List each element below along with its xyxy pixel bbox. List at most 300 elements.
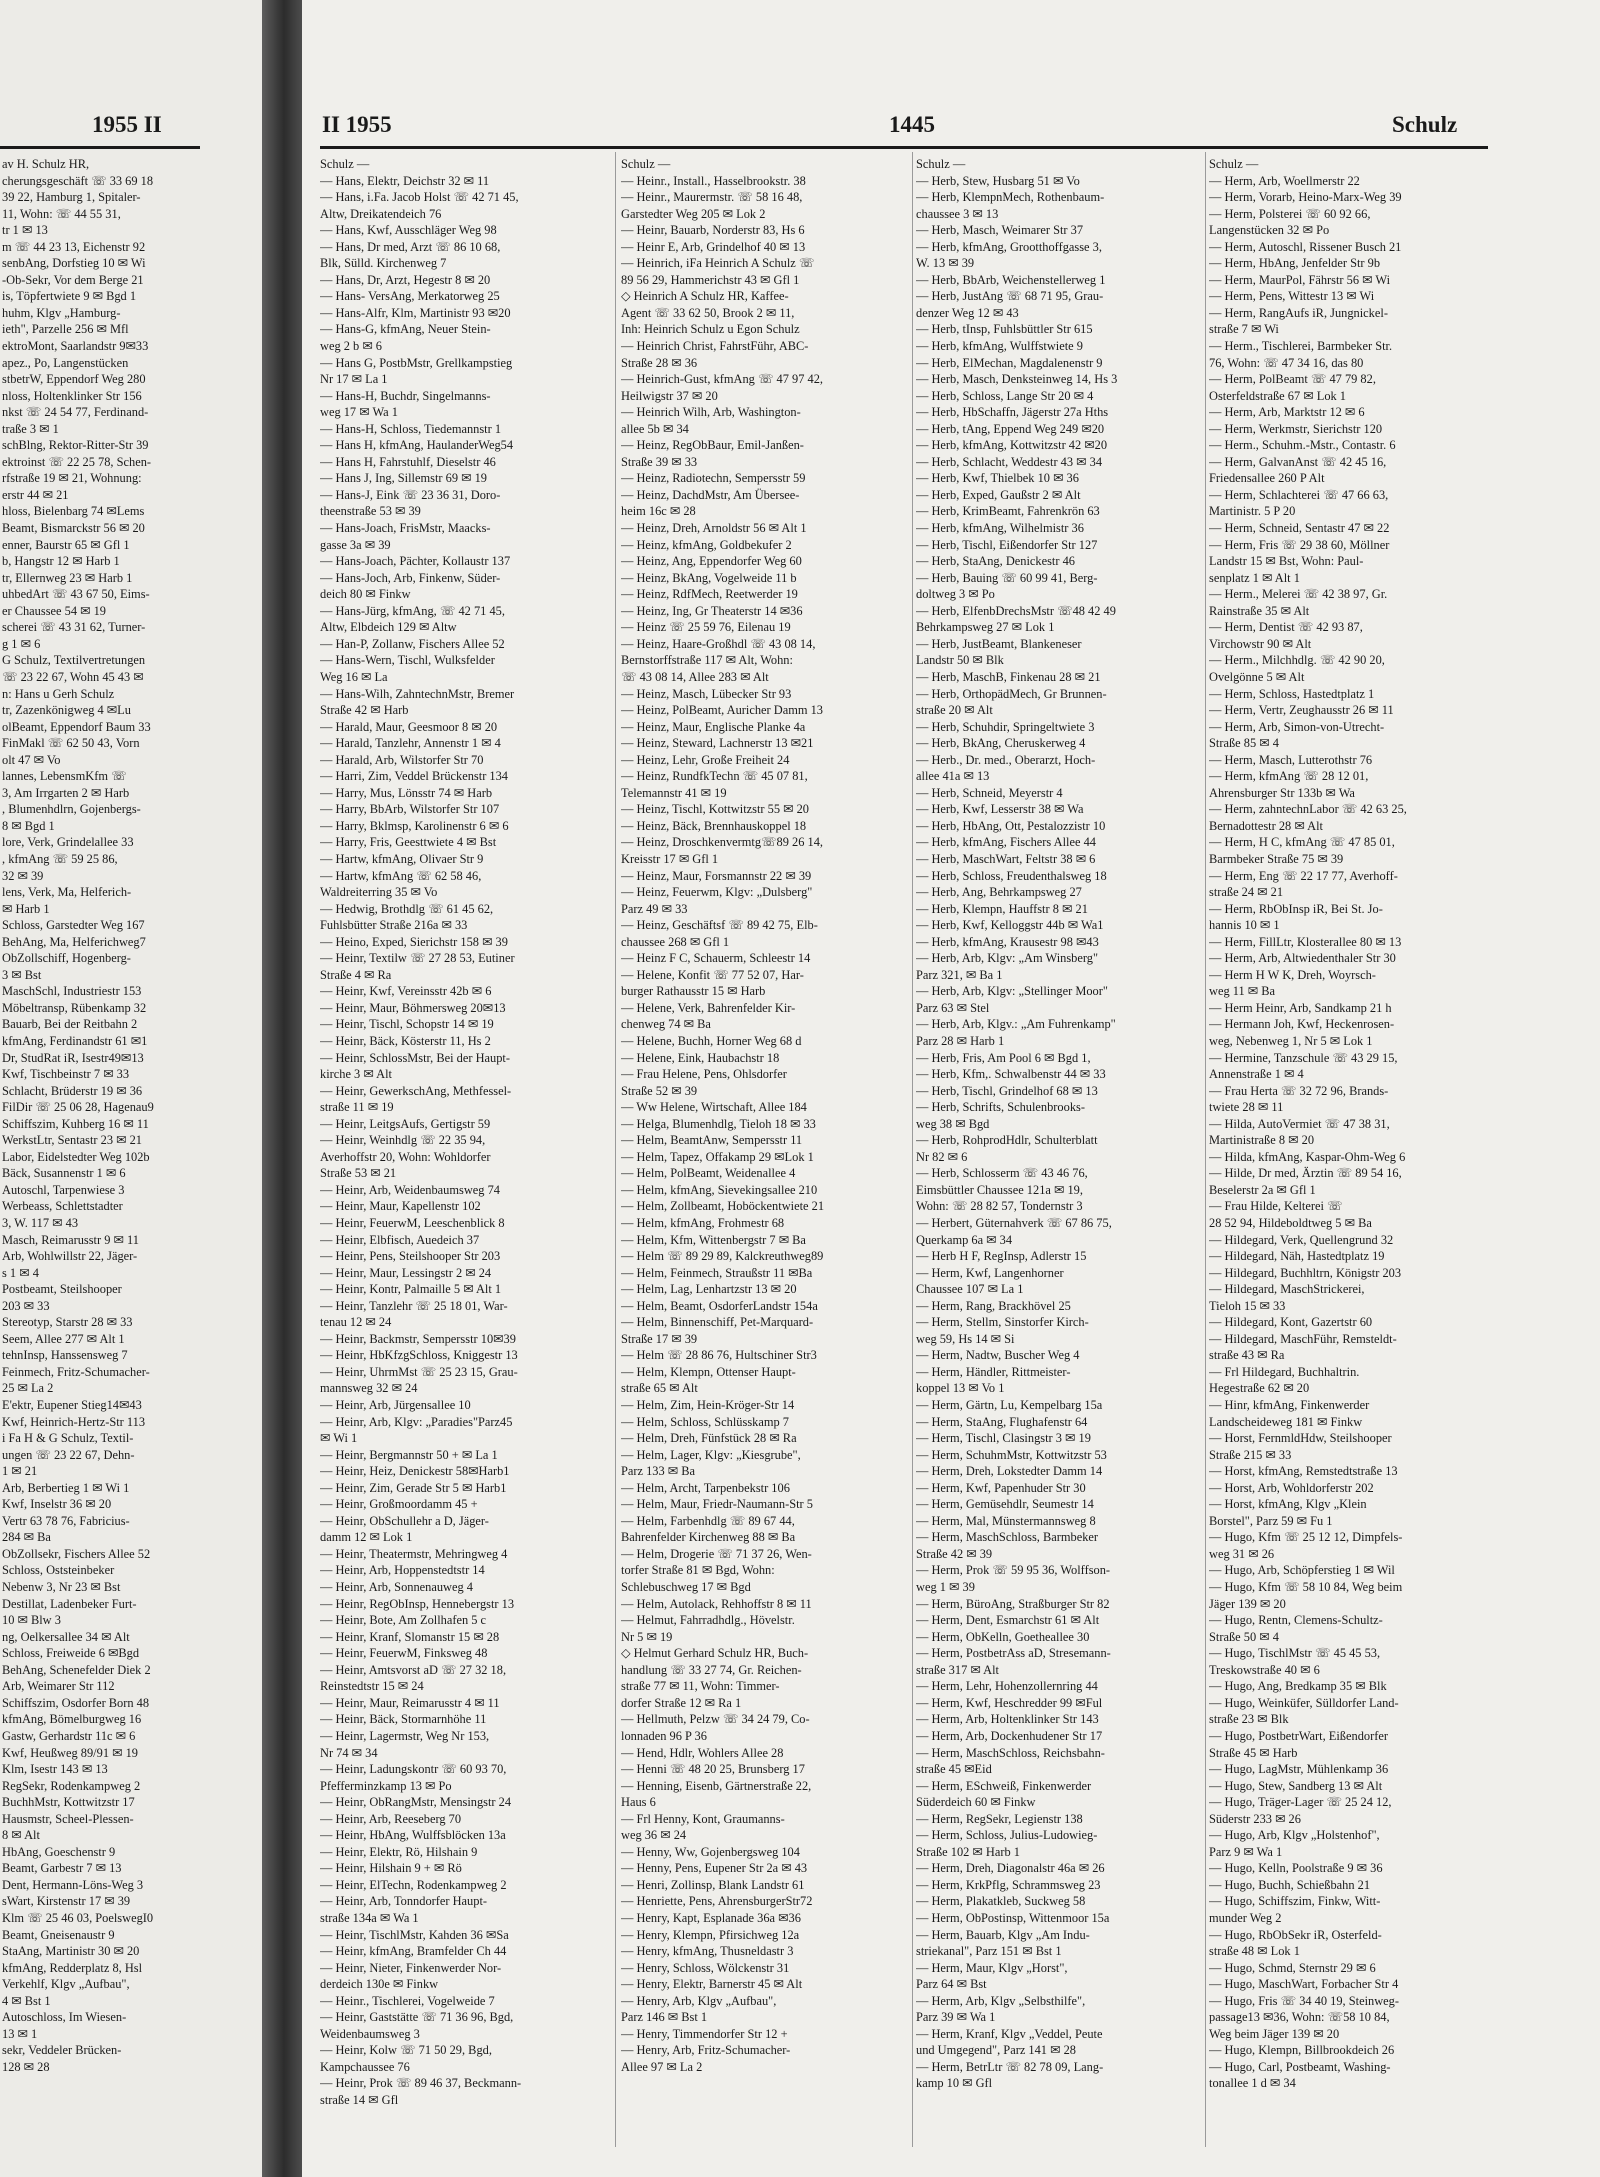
directory-entry: Waldreiterring 35 ✉ Vo bbox=[320, 885, 438, 900]
directory-entry: — Heinz, PolBeamt, Auricher Damm 13 bbox=[621, 703, 823, 718]
directory-entry: Blk, Sülld. Kirchenweg 7 bbox=[320, 256, 447, 271]
directory-entry: kfmAng, Ferdinandstr 61 ✉1 bbox=[2, 1033, 148, 1048]
directory-column-2 bbox=[621, 156, 909, 2075]
directory-entry: — Heinz ☏ 25 59 76, Eilenau 19 bbox=[621, 620, 791, 635]
directory-entry: — Herb, kfmAng, Krausestr 98 ✉43 bbox=[916, 934, 1099, 949]
directory-entry: — Heinr, Weinhdlg ☏ 22 35 94, bbox=[320, 1133, 486, 1148]
directory-entry: — Harry, Fris, Geesttwiete 4 ✉ Bst bbox=[320, 835, 497, 850]
directory-entry: — Hugo, Kfm ☏ 25 12 12, Dimpfels- bbox=[1209, 1530, 1403, 1545]
directory-entry: — Hans, Kwf, Ausschläger Weg 98 bbox=[320, 223, 497, 238]
directory-entry: — Hinr, kfmAng, Finkenwerder bbox=[1209, 1398, 1370, 1413]
directory-entry: — Herm, Tischl, Clasingstr 3 ✉ 19 bbox=[916, 1431, 1091, 1446]
directory-entry: — Heinr, Prok ☏ 89 46 37, Beckmann- bbox=[320, 2076, 522, 2091]
directory-entry: Kwf, Heinrich-Hertz-Str 113 bbox=[2, 1414, 146, 1429]
directory-entry: — Hans-H, Buchdr, Singelmanns- bbox=[320, 388, 491, 403]
directory-entry: Hausmstr, Scheel-Plessen- bbox=[2, 1811, 134, 1826]
directory-entry: huhm, Klgv „Hamburg- bbox=[2, 305, 121, 320]
directory-entry: Parz 39 ✉ Wa 1 bbox=[916, 2010, 996, 2025]
directory-entry: — Herm, Eng ☏ 22 17 77, Averhoff- bbox=[1209, 868, 1398, 883]
left-page-column bbox=[2, 156, 214, 2075]
directory-entry: — Harry, BbArb, Wilstorfer Str 107 bbox=[320, 802, 500, 817]
directory-entry: — Hans-Wilh, ZahntechnMstr, Bremer bbox=[320, 686, 515, 701]
directory-entry: sekr, Veddeler Brücken- bbox=[2, 2043, 122, 2058]
directory-entry: — Heinrich Christ, FahrstFühr, ABC- bbox=[621, 339, 809, 354]
directory-entry: — Helm, kfmAng, Frohmestr 68 bbox=[621, 1216, 785, 1230]
directory-entry: , kfmAng ☏ 59 25 86, bbox=[2, 851, 118, 866]
directory-entry: mannsweg 32 ✉ 24 bbox=[320, 1381, 418, 1396]
directory-entry: — Herb, kfmAng, Fischers Allee 44 bbox=[916, 835, 1096, 850]
directory-entry: — Herm, Kranf, Klgv „Veddel, Peute bbox=[916, 2026, 1103, 2041]
directory-entry: — Herb, Masch, Weimarer Str 37 bbox=[916, 223, 1084, 238]
directory-entry: — Hans-Joach, FrisMstr, Maacks- bbox=[320, 521, 491, 536]
directory-entry: — Herm, Gärtn, Lu, Kempelbarg 15a bbox=[916, 1398, 1103, 1413]
directory-entry: — Hans, Dr, Arzt, Hegestr 8 ✉ 20 bbox=[320, 272, 491, 287]
page-number: 1445 bbox=[889, 112, 935, 137]
directory-entry: — Horst, kfmAng, Klgv „Klein bbox=[1209, 1497, 1367, 1512]
directory-entry: , Blumenhdlrn, Gojenbergs- bbox=[2, 802, 141, 817]
directory-entry: straße 43 ✉ Ra bbox=[1209, 1348, 1285, 1363]
directory-entry: — Herb, Schneid, Meyerstr 4 bbox=[916, 785, 1063, 800]
directory-entry: Labor, Eidelstedter Weg 102b bbox=[2, 1149, 150, 1164]
directory-entry: — Herm, Arb, Klgv „Selbsthilfe", bbox=[916, 1993, 1086, 2008]
directory-entry: Averhoffstr 20, Wohn: Wohldorfer bbox=[320, 1149, 491, 1164]
directory-entry: — Herb, Schuhdir, Springeltwiete 3 bbox=[916, 719, 1095, 734]
directory-entry: — Hugo, Kelln, Poolstraße 9 ✉ 36 bbox=[1209, 1861, 1383, 1876]
directory-entry: ☏ 43 08 14, Allee 283 ✉ Alt bbox=[621, 669, 769, 684]
directory-entry: — Hans G, PostbMstr, Grellkampstieg bbox=[320, 355, 513, 370]
running-head-surname: Schulz bbox=[1392, 112, 1458, 137]
directory-entry: striekanal", Parz 151 ✉ Bst 1 bbox=[916, 1944, 1062, 1959]
directory-entry: — Herb, Exped, Gaußstr 2 ✉ Alt bbox=[916, 487, 1081, 502]
directory-entry: Landstr 50 ✉ Blk bbox=[916, 653, 1004, 668]
directory-entry: — Helm, Dreh, Fünfstück 28 ✉ Ra bbox=[621, 1431, 797, 1446]
directory-entry: — Heinz, RundfkTechn ☏ 45 07 81, bbox=[621, 769, 808, 784]
directory-entry: — Herm, ObKelln, Goetheallee 30 bbox=[916, 1629, 1090, 1644]
directory-entry: — Heinr, kfmAng, Bramfelder Ch 44 bbox=[320, 1944, 507, 1959]
directory-entry: — Hermann Joh, Kwf, Heckenrosen- bbox=[1209, 1017, 1395, 1032]
directory-entry: Masch, Reimarusstr 9 ✉ 11 bbox=[2, 1232, 139, 1247]
directory-entry: Schloss, Garstedter Weg 167 bbox=[2, 918, 145, 933]
directory-entry: — Herm, Arb, Dockenhudener Str 17 bbox=[916, 1728, 1103, 1743]
directory-entry: — Herb, MaschB, Finkenau 28 ✉ 21 bbox=[916, 669, 1101, 684]
directory-entry: — Heinz, Feuerwm, Klgv: „Dulsberg" bbox=[621, 885, 813, 900]
directory-entry: — Frau Helene, Pens, Ohlsdorfer bbox=[621, 1067, 787, 1082]
directory-entry: Borstel", Parz 59 ✉ Fu 1 bbox=[1209, 1513, 1333, 1528]
directory-entry: tr, Ellernweg 23 ✉ Harb 1 bbox=[2, 570, 133, 585]
directory-entry: — Heinz, Haare-Großhdl ☏ 43 08 14, bbox=[621, 636, 816, 651]
directory-entry: — Horst, Arb, Wohldorferstr 202 bbox=[1209, 1480, 1374, 1495]
directory-entry: — Hans-H, Schloss, Tiedemannstr 1 bbox=[320, 421, 502, 436]
directory-entry: 89 56 29, Hammerichstr 43 ✉ Gfl 1 bbox=[621, 272, 800, 287]
directory-entry: — Helm, Lager, Klgv: „Kiesgrube", bbox=[621, 1447, 801, 1462]
directory-entry: — Henri, Zollinsp, Blank Landstr 61 bbox=[621, 1877, 805, 1892]
directory-entry: chaussee 3 ✉ 13 bbox=[916, 206, 999, 221]
directory-entry: — Heinr, Tischl, Schopstr 14 ✉ 19 bbox=[320, 1017, 494, 1032]
directory-entry: ◇ Heinrich A Schulz HR, Kaffee- bbox=[621, 289, 789, 304]
directory-entry: — Hedwig, Brothdlg ☏ 61 45 62, bbox=[320, 901, 494, 916]
directory-entry: 284 ✉ Ba bbox=[2, 1530, 51, 1545]
directory-entry: Schiffszim, Osdorfer Born 48 bbox=[2, 1695, 150, 1710]
directory-entry: — Hans, i.Fa. Jacob Holst ☏ 42 71 45, bbox=[320, 190, 519, 205]
directory-entry: Querkamp 6a ✉ 34 bbox=[916, 1232, 1013, 1247]
directory-entry: Bauarb, Bei der Reitbahn 2 bbox=[2, 1017, 138, 1032]
directory-entry: ✉ Harb 1 bbox=[2, 901, 50, 916]
directory-entry: — Heinrich Wilh, Arb, Washington- bbox=[621, 405, 801, 420]
directory-entry: — Heinr, Maur, Reimarusstr 4 ✉ 11 bbox=[320, 1695, 500, 1710]
directory-entry: Behrkampsweg 27 ✉ Lok 1 bbox=[916, 620, 1055, 635]
directory-entry: — Heinz, Ing, Gr Theaterstr 14 ✉36 bbox=[621, 603, 803, 618]
directory-entry: kfmAng, Bömelburgweg 16 bbox=[2, 1712, 142, 1727]
directory-entry: — Hugo, LagMstr, Mühlenkamp 36 bbox=[1209, 1762, 1389, 1777]
directory-entry: — Herm, Rang, Brackhövel 25 bbox=[916, 1298, 1071, 1313]
directory-entry: — Frl Hildegard, Buchhaltrin. bbox=[1209, 1364, 1360, 1379]
directory-entry: schBlng, Rektor-Ritter-Str 39 bbox=[2, 438, 149, 453]
directory-entry: — Helm, kfmAng, Sievekingsallee 210 bbox=[621, 1182, 818, 1197]
directory-entry: Landscheideweg 181 ✉ Finkw bbox=[1209, 1414, 1363, 1429]
directory-entry: Altw, Dreikatendeich 76 bbox=[320, 206, 442, 221]
directory-entry: FinMakl ☏ 62 50 43, Vorn bbox=[2, 736, 140, 751]
directory-entry: — Helm, Feinmech, Straußstr 11 ✉Ba bbox=[621, 1265, 813, 1280]
directory-entry: Nr 82 ✉ 6 bbox=[916, 1149, 968, 1164]
directory-entry: Schiffszim, Kuhberg 16 ✉ 11 bbox=[2, 1116, 149, 1131]
directory-entry: erstr 44 ✉ 21 bbox=[2, 487, 69, 502]
directory-entry: 32 ✉ 39 bbox=[2, 868, 44, 883]
directory-entry: Autoschloss, Im Wiesen- bbox=[2, 2010, 127, 2025]
directory-entry: — Hans-Joach, Pächter, Kollaustr 137 bbox=[320, 554, 511, 569]
directory-column-3 bbox=[916, 156, 1202, 2092]
directory-entry: — Heinr E, Arb, Grindelhof 40 ✉ 13 bbox=[621, 239, 806, 254]
directory-entry: RegSekr, Rodenkampweg 2 bbox=[2, 1778, 141, 1793]
directory-entry: — Hans H, Fahrstuhlf, Dieselstr 46 bbox=[320, 454, 496, 469]
directory-entry: — Herb, Arb, Klgv: „Stellinger Moor" bbox=[916, 984, 1108, 999]
directory-entry: — Helm, Lag, Lenhartzstr 13 ✉ 20 bbox=[621, 1282, 797, 1297]
directory-entry: hloss, Bielenbarg 74 ✉Lems bbox=[2, 504, 145, 519]
directory-entry: — Hans, Dr med, Arzt ☏ 86 10 68, bbox=[320, 239, 501, 254]
directory-entry: n: Hans u Gerh Schulz bbox=[2, 686, 115, 701]
directory-entry: — Herm, H C, kfmAng ☏ 47 85 01, bbox=[1209, 835, 1395, 850]
directory-entry: — Herm, kfmAng ☏ 28 12 01, bbox=[1209, 769, 1369, 784]
directory-entry: — Herm, Werkmstr, Sierichstr 120 bbox=[1209, 421, 1383, 436]
directory-entry: — Hans J, Ing, Sillemstr 69 ✉ 19 bbox=[320, 471, 487, 486]
directory-entry: — Heinr, Tanzlehr ☏ 25 18 01, War- bbox=[320, 1298, 508, 1313]
directory-entry: G Schulz, Textilvertretungen bbox=[2, 653, 146, 668]
directory-entry: apez., Po, Langenstücken bbox=[2, 355, 129, 370]
directory-entry: — Helm, Tapez, Offakamp 29 ✉Lok 1 bbox=[621, 1149, 814, 1164]
directory-entry: Weidenbaumsweg 3 bbox=[320, 2026, 420, 2041]
directory-entry: — Herm, Maur, Klgv „Horst", bbox=[916, 1960, 1068, 1975]
directory-entry: — Herb, Kwf, Thielbek 10 ✉ 36 bbox=[916, 471, 1079, 486]
directory-entry: — Herm, Bauarb, Klgv „Am Indu- bbox=[916, 1927, 1090, 1942]
directory-entry: — Herm, MaschSchloss, Reichsbahn- bbox=[916, 1745, 1105, 1760]
directory-entry: — Herm, Pens, Wittestr 13 ✉ Wi bbox=[1209, 289, 1375, 304]
directory-entry: weg, Nebenweg 1, Nr 5 ✉ Lok 1 bbox=[1209, 1033, 1373, 1048]
directory-entry: — Henry, Timmendorfer Str 12 + bbox=[621, 2026, 788, 2041]
directory-entry: — Herb, Schrifts, Schulenbrooks- bbox=[916, 1100, 1085, 1115]
directory-entry: — Herb, Ang, Behrkampsweg 27 bbox=[916, 885, 1082, 900]
directory-entry: Straße 102 ✉ Harb 1 bbox=[916, 1844, 1020, 1859]
directory-entry: — Heinr, ObRangMstr, Mensingstr 24 bbox=[320, 1795, 512, 1810]
directory-entry: — Heinr, Maur, Böhmersweg 20✉13 bbox=[320, 1000, 506, 1015]
directory-entry: er Chaussee 54 ✉ 19 bbox=[2, 603, 106, 618]
directory-entry: — Herb, Kwf, Kelloggstr 44b ✉ Wa1 bbox=[916, 918, 1104, 933]
directory-entry: — Herm, GalvanAnst ☏ 42 45 16, bbox=[1209, 454, 1387, 469]
right-header-rule bbox=[320, 146, 1488, 149]
directory-entry: — Herm, MaurPol, Fährstr 56 ✉ Wi bbox=[1209, 272, 1391, 287]
directory-entry: — Hildegard, MaschFühr, Remsteldt- bbox=[1209, 1331, 1397, 1346]
directory-entry: kirche 3 ✉ Alt bbox=[320, 1067, 392, 1082]
directory-entry: — Hugo, RbObSekr iR, Osterfeld- bbox=[1209, 1927, 1382, 1942]
directory-entry: heim 16c ✉ 28 bbox=[621, 504, 696, 519]
directory-entry: — Herm., Schuhm.-Mstr., Contastr. 6 bbox=[1209, 438, 1396, 453]
directory-entry: — Heinr., Install., Hasselbrookstr. 38 bbox=[621, 173, 806, 188]
directory-entry: Postbeamt, Steilshooper bbox=[2, 1282, 122, 1297]
directory-entry: — Herm, Arb, Simon-von-Utrecht- bbox=[1209, 719, 1385, 734]
directory-entry: — Herm, Polsterei ☏ 60 92 66, bbox=[1209, 206, 1371, 221]
directory-entry: — Henni ☏ 48 20 25, Brunsberg 17 bbox=[621, 1762, 805, 1777]
directory-entry: — Hildegard, MaschStrickerei, bbox=[1209, 1282, 1365, 1297]
directory-entry: Virchowstr 90 ✉ Alt bbox=[1209, 636, 1312, 651]
directory-entry: — Hellmuth, Pelzw ☏ 34 24 79, Co- bbox=[621, 1712, 810, 1727]
directory-entry: 11, Wohn: ☏ 44 55 31, bbox=[2, 206, 121, 221]
directory-entry: — Horst, kfmAng, Remstedtstraße 13 bbox=[1209, 1464, 1398, 1479]
directory-entry: Verkehlf, Klgv „Aufbau", bbox=[2, 1977, 130, 1992]
directory-entry: Kwf, Tischbeinstr 7 ✉ 33 bbox=[2, 1067, 130, 1082]
directory-entry: — Herm, Vorarb, Heino-Marx-Weg 39 bbox=[1209, 190, 1402, 205]
directory-entry: — Hugo, Schmd, Sternstr 29 ✉ 6 bbox=[1209, 1960, 1376, 1975]
directory-entry: lannes, LebensmKfm ☏ bbox=[2, 769, 127, 784]
directory-entry: straße 14 ✉ Gfl bbox=[320, 2092, 399, 2107]
directory-entry: — Herb, JustBeamt, Blankeneser bbox=[916, 636, 1082, 651]
directory-entry: — Helm ☏ 28 86 76, Hultschiner Str3 bbox=[621, 1348, 817, 1363]
directory-entry: Süderstr 233 ✉ 26 bbox=[1209, 1811, 1301, 1826]
directory-entry: — Hans- VersAng, Merkatorweg 25 bbox=[320, 289, 500, 304]
directory-entry: — Hans-Wern, Tischl, Wulksfelder bbox=[320, 653, 495, 668]
directory-entry: 13 ✉ 1 bbox=[2, 2026, 38, 2041]
directory-entry: — Han-P, Zollanw, Fischers Allee 52 bbox=[320, 636, 505, 651]
directory-entry: — Herb, JustAng ☏ 68 71 95, Grau- bbox=[916, 289, 1104, 304]
directory-entry: — Heinr, Ladungskontr ☏ 60 93 70, bbox=[320, 1762, 507, 1777]
directory-entry: — Herb, ElMechan, Magdalenenstr 9 bbox=[916, 355, 1103, 370]
directory-entry: — Herb, StaAng, Denickestr 46 bbox=[916, 554, 1075, 569]
directory-entry: — Henny, Pens, Eupener Str 2a ✉ 43 bbox=[621, 1861, 808, 1876]
directory-entry: — Heinr, Elbfisch, Auedeich 37 bbox=[320, 1232, 480, 1247]
directory-entry: i Fa H & G Schulz, Textil- bbox=[2, 1431, 134, 1446]
directory-entry: — Heinr, Arb, Reeseberg 70 bbox=[320, 1811, 462, 1826]
directory-entry: — Hugo, Rentn, Clemens-Schultz- bbox=[1209, 1613, 1383, 1628]
directory-entry: hannis 10 ✉ 1 bbox=[1209, 918, 1280, 933]
directory-entry: — Helm, Klempn, Ottenser Haupt- bbox=[621, 1364, 796, 1379]
directory-entry: — Heinr, LeitgsAufs, Gertigstr 59 bbox=[320, 1116, 491, 1131]
directory-entry: — Herb, Masch, Denksteinweg 14, Hs 3 bbox=[916, 372, 1118, 387]
directory-entry: Kampchaussee 76 bbox=[320, 2059, 410, 2074]
directory-entry: — Herm, Dreh, Diagonalstr 46a ✉ 26 bbox=[916, 1861, 1105, 1876]
directory-entry: und Umgegend", Parz 141 ✉ 28 bbox=[916, 2043, 1076, 2058]
directory-entry: — Herb, OrthopädMech, Gr Brunnen- bbox=[916, 686, 1107, 701]
directory-entry: — Heinr, Bäck, Stormarnhöhe 11 bbox=[320, 1712, 487, 1727]
directory-entry: — Helm ☏ 89 29 89, Kalckreuthweg89 bbox=[621, 1249, 824, 1264]
right-page bbox=[302, 0, 1600, 2177]
directory-entry: — Heinr, Maur, Lessingstr 2 ✉ 24 bbox=[320, 1265, 492, 1280]
directory-entry: Klm ☏ 25 46 03, PoelswegI0 bbox=[2, 1910, 154, 1925]
directory-entry: Autoschl, Tarpenwiese 3 bbox=[2, 1182, 125, 1197]
directory-entry: — Herbert, Güternahverk ☏ 67 86 75, bbox=[916, 1216, 1112, 1230]
directory-entry: Haus 6 bbox=[621, 1795, 656, 1810]
directory-entry: — Harald, Arb, Wilstorfer Str 70 bbox=[320, 752, 484, 767]
directory-entry: ungen ☏ 23 22 67, Dehn- bbox=[2, 1447, 135, 1462]
directory-entry: weg 31 ✉ 26 bbox=[1209, 1546, 1275, 1561]
directory-entry: Barmbeker Straße 75 ✉ 39 bbox=[1209, 851, 1344, 866]
directory-entry: — Helene, Buchh, Horner Weg 68 d bbox=[621, 1033, 802, 1048]
directory-entry: — Henry, Arb, Klgv „Aufbau", bbox=[621, 1993, 777, 2008]
directory-entry: straße 65 ✉ Alt bbox=[621, 1381, 698, 1396]
directory-entry: — Herm, Dentist ☏ 42 93 87, bbox=[1209, 620, 1363, 635]
directory-entry: Schulz — bbox=[320, 157, 370, 171]
directory-entry: Rainstraße 35 ✉ Alt bbox=[1209, 603, 1310, 618]
directory-entry: ObZollschiff, Hogenberg- bbox=[2, 951, 131, 966]
directory-entry: uhbedArt ☏ 43 67 50, Eims- bbox=[2, 587, 150, 602]
directory-entry: Martinistr. 5 P 20 bbox=[1209, 504, 1296, 519]
directory-entry: 1 ✉ 21 bbox=[2, 1464, 38, 1479]
directory-entry: — Herm, Arb, Holtenklinker Str 143 bbox=[916, 1712, 1099, 1727]
directory-entry: — Herm., Milchhdlg. ☏ 42 90 20, bbox=[1209, 653, 1385, 668]
column-divider bbox=[1205, 152, 1206, 2147]
right-page-header-left: II 1955 bbox=[322, 112, 392, 137]
directory-entry: 3, W. 117 ✉ 43 bbox=[2, 1216, 79, 1230]
directory-entry: — Hugo, Buchh, Schießbahn 21 bbox=[1209, 1877, 1371, 1892]
directory-entry: Treskowstraße 40 ✉ 6 bbox=[1209, 1662, 1320, 1677]
directory-entry: Parz 63 ✉ Stel bbox=[916, 1000, 990, 1015]
directory-entry: StaAng, Martinistr 30 ✉ 20 bbox=[2, 1944, 140, 1959]
directory-entry: senplatz 1 ✉ Alt 1 bbox=[1209, 570, 1300, 585]
directory-entry: — Heinz, DachdMstr, Am Übersee- bbox=[621, 487, 800, 502]
directory-entry: Telemannstr 41 ✉ 19 bbox=[621, 785, 727, 800]
directory-entry: Parz 49 ✉ 33 bbox=[621, 901, 688, 916]
directory-entry: damm 12 ✉ Lok 1 bbox=[320, 1530, 413, 1545]
directory-entry: — Heinz, Tischl, Kottwitzstr 55 ✉ 20 bbox=[621, 802, 809, 817]
directory-entry: — Heinr, Kranf, Slomanstr 15 ✉ 28 bbox=[320, 1629, 500, 1644]
directory-entry: — Henry, Elektr, Barnerstr 45 ✉ Alt bbox=[621, 1977, 803, 1992]
directory-entry: — Herm, Arb, Woellmerstr 22 bbox=[1209, 173, 1360, 188]
directory-entry: HbAng, Goeschenstr 9 bbox=[2, 1844, 116, 1859]
directory-entry: Inh: Heinrich Schulz u Egon Schulz bbox=[621, 322, 800, 337]
directory-entry: — Heinr, Hilshain 9 + ✉ Rö bbox=[320, 1861, 462, 1876]
directory-entry: Pfefferminzkamp 13 ✉ Po bbox=[320, 1778, 452, 1793]
directory-entry: Schloss, Oststeinbeker bbox=[2, 1563, 115, 1578]
directory-entry: — Heinr, Kontr, Palmaille 5 ✉ Alt 1 bbox=[320, 1282, 502, 1297]
directory-entry: ☏ 23 22 67, Wohn 45 43 ✉ bbox=[2, 669, 144, 684]
directory-entry: — Herm, ESchweiß, Finkenwerder bbox=[916, 1778, 1092, 1793]
directory-entry: — Heinz, Maur, Forsmannstr 22 ✉ 39 bbox=[621, 868, 812, 883]
directory-entry: — Heinz, kfmAng, Goldbekufer 2 bbox=[621, 537, 792, 552]
directory-entry: Agent ☏ 33 62 50, Brook 2 ✉ 11, bbox=[621, 305, 795, 320]
directory-entry: ObZollsekr, Fischers Allee 52 bbox=[2, 1546, 151, 1561]
directory-entry: — Heinz, Maur, Englische Planke 4a bbox=[621, 719, 806, 734]
directory-entry: Beamt, Bismarckstr 56 ✉ 20 bbox=[2, 521, 145, 536]
directory-entry: — Heinr, FeuerwM, Finksweg 48 bbox=[320, 1646, 488, 1661]
directory-entry: — Heinz, Dreh, Arnoldstr 56 ✉ Alt 1 bbox=[621, 521, 807, 536]
directory-entry: — Heinz, BkAng, Vogelweide 11 b bbox=[621, 570, 797, 585]
directory-entry: — Hans, Elektr, Deichstr 32 ✉ 11 bbox=[320, 173, 490, 188]
directory-entry: — Heinr, Amtsvorst aD ☏ 27 32 18, bbox=[320, 1662, 507, 1677]
directory-entry: ieth", Parzelle 256 ✉ Mfl bbox=[2, 322, 129, 337]
directory-entry: Schulz — bbox=[1209, 157, 1259, 171]
directory-entry: Schlacht, Brüderstr 19 ✉ 36 bbox=[2, 1083, 143, 1098]
directory-entry: Reinstedtstr 15 ✉ 24 bbox=[320, 1679, 424, 1694]
directory-entry: — Frau Hilde, Kelterei ☏ bbox=[1209, 1199, 1343, 1214]
directory-entry: — Heinr, Großmoordamm 45 + bbox=[320, 1497, 478, 1512]
directory-entry: straße 23 ✉ Blk bbox=[1209, 1712, 1289, 1727]
directory-entry: — Herm, Plakatkleb, Suckweg 58 bbox=[916, 1894, 1086, 1909]
directory-entry: — Herb, Fris, Am Pool 6 ✉ Bgd 1, bbox=[916, 1050, 1091, 1065]
directory-entry: — Herb, BbArb, Weichenstellerweg 1 bbox=[916, 272, 1106, 287]
directory-entry: — Frau Herta ☏ 32 72 96, Brands- bbox=[1209, 1083, 1389, 1098]
directory-entry: Beamt, Gneisenaustr 9 bbox=[2, 1927, 115, 1942]
directory-entry: — Herm, Schneid, Sentastr 47 ✉ 22 bbox=[1209, 521, 1390, 536]
directory-entry: traße 3 ✉ 1 bbox=[2, 421, 59, 436]
directory-entry: — Herb, Arb, Klgv: „Am Winsberg" bbox=[916, 951, 1099, 966]
directory-entry: twiete 28 ✉ 11 bbox=[1209, 1100, 1284, 1115]
directory-entry: — Heinr, Lagermstr, Weg Nr 153, bbox=[320, 1728, 490, 1743]
directory-entry: Parz 9 ✉ Wa 1 bbox=[1209, 1844, 1283, 1859]
directory-entry: BehAng, Ma, Helferichweg7 bbox=[2, 934, 146, 949]
directory-entry: — Herm, zahntechnLabor ☏ 42 63 25, bbox=[1209, 802, 1407, 817]
directory-entry: Straße 50 ✉ 4 bbox=[1209, 1629, 1279, 1644]
directory-entry: Straße 42 ✉ 39 bbox=[916, 1546, 993, 1561]
directory-entry: Seem, Allee 277 ✉ Alt 1 bbox=[2, 1331, 125, 1346]
directory-entry: — Herb, Tischl, Grindelhof 68 ✉ 13 bbox=[916, 1083, 1098, 1098]
directory-entry: — Henry, Klempn, Pfirsichweg 12a bbox=[621, 1927, 800, 1942]
directory-entry: — Heinz, RdfMech, Reetwerder 19 bbox=[621, 587, 798, 602]
directory-entry: — Herm, BüroAng, Straßburger Str 82 bbox=[916, 1596, 1110, 1611]
directory-entry: — Heinr, FeuerwM, Leeschenblick 8 bbox=[320, 1216, 505, 1230]
directory-entry: — Frl Henny, Kont, Graumanns- bbox=[621, 1811, 785, 1826]
directory-entry: Schlebuschweg 17 ✉ Bgd bbox=[621, 1580, 751, 1595]
directory-entry: 25 ✉ La 2 bbox=[2, 1381, 54, 1396]
directory-entry: — Helm, PolBeamt, Weidenallee 4 bbox=[621, 1166, 796, 1181]
directory-entry: av H. Schulz HR, bbox=[2, 157, 90, 171]
directory-entry: 28 52 94, Hildeboldtweg 5 ✉ Ba bbox=[1209, 1216, 1372, 1230]
directory-entry: s 1 ✉ 4 bbox=[2, 1265, 39, 1280]
directory-entry: — Hermine, Tanzschule ☏ 43 29 15, bbox=[1209, 1050, 1398, 1065]
directory-entry: — Heinrich, iFa Heinrich A Schulz ☏ bbox=[621, 256, 815, 271]
directory-entry: — Heinr, ElTechn, Rodenkampweg 2 bbox=[320, 1877, 507, 1892]
directory-entry: — Helmut, Fahrradhdlg., Hövelstr. bbox=[621, 1613, 795, 1628]
directory-entry: — Hend, Hdlr, Wohlers Allee 28 bbox=[621, 1745, 784, 1760]
directory-entry: — Horst, FernmldHdw, Steilshooper bbox=[1209, 1431, 1392, 1446]
directory-entry: weg 1 ✉ 39 bbox=[916, 1580, 975, 1595]
directory-entry: — Heinr., Maurermstr. ☏ 58 16 48, bbox=[621, 190, 803, 205]
directory-entry: — Heinr, Bauarb, Norderstr 83, Hs 6 bbox=[621, 223, 805, 238]
directory-entry: — Hildegard, Näh, Hastedtplatz 19 bbox=[1209, 1249, 1385, 1264]
left-header-rule bbox=[0, 146, 200, 149]
directory-entry: kfmAng, Redderplatz 8, Hsl bbox=[2, 1960, 143, 1975]
directory-entry: — Herm, ObPostinsp, Wittenmoor 15a bbox=[916, 1910, 1110, 1925]
left-page-header: 1955 II bbox=[92, 112, 162, 137]
directory-entry: 3 ✉ Bst bbox=[2, 967, 42, 982]
directory-entry: Osterfeldstraße 67 ✉ Lok 1 bbox=[1209, 388, 1347, 403]
directory-entry: — Herm, Gemüsehdlr, Seumestr 14 bbox=[916, 1497, 1094, 1512]
directory-entry: — Hilda, AutoVermiet ☏ 47 38 31, bbox=[1209, 1116, 1390, 1131]
directory-entry: deich 80 ✉ Finkw bbox=[320, 587, 411, 602]
directory-entry: ✉ Wi 1 bbox=[320, 1431, 358, 1446]
directory-entry: weg 11 ✉ Ba bbox=[1209, 984, 1276, 999]
directory-entry: — Hilde, Dr med, Ärztin ☏ 89 54 16, bbox=[1209, 1166, 1402, 1181]
left-page bbox=[0, 0, 262, 2177]
directory-entry: — Herm, SchuhmMstr, Kottwitzstr 53 bbox=[916, 1447, 1107, 1462]
directory-column-4 bbox=[1209, 156, 1493, 2092]
directory-entry: Kwf, Heußweg 89/91 ✉ 19 bbox=[2, 1745, 138, 1760]
directory-entry: is, Töpfertwiete 9 ✉ Bgd 1 bbox=[2, 289, 137, 304]
